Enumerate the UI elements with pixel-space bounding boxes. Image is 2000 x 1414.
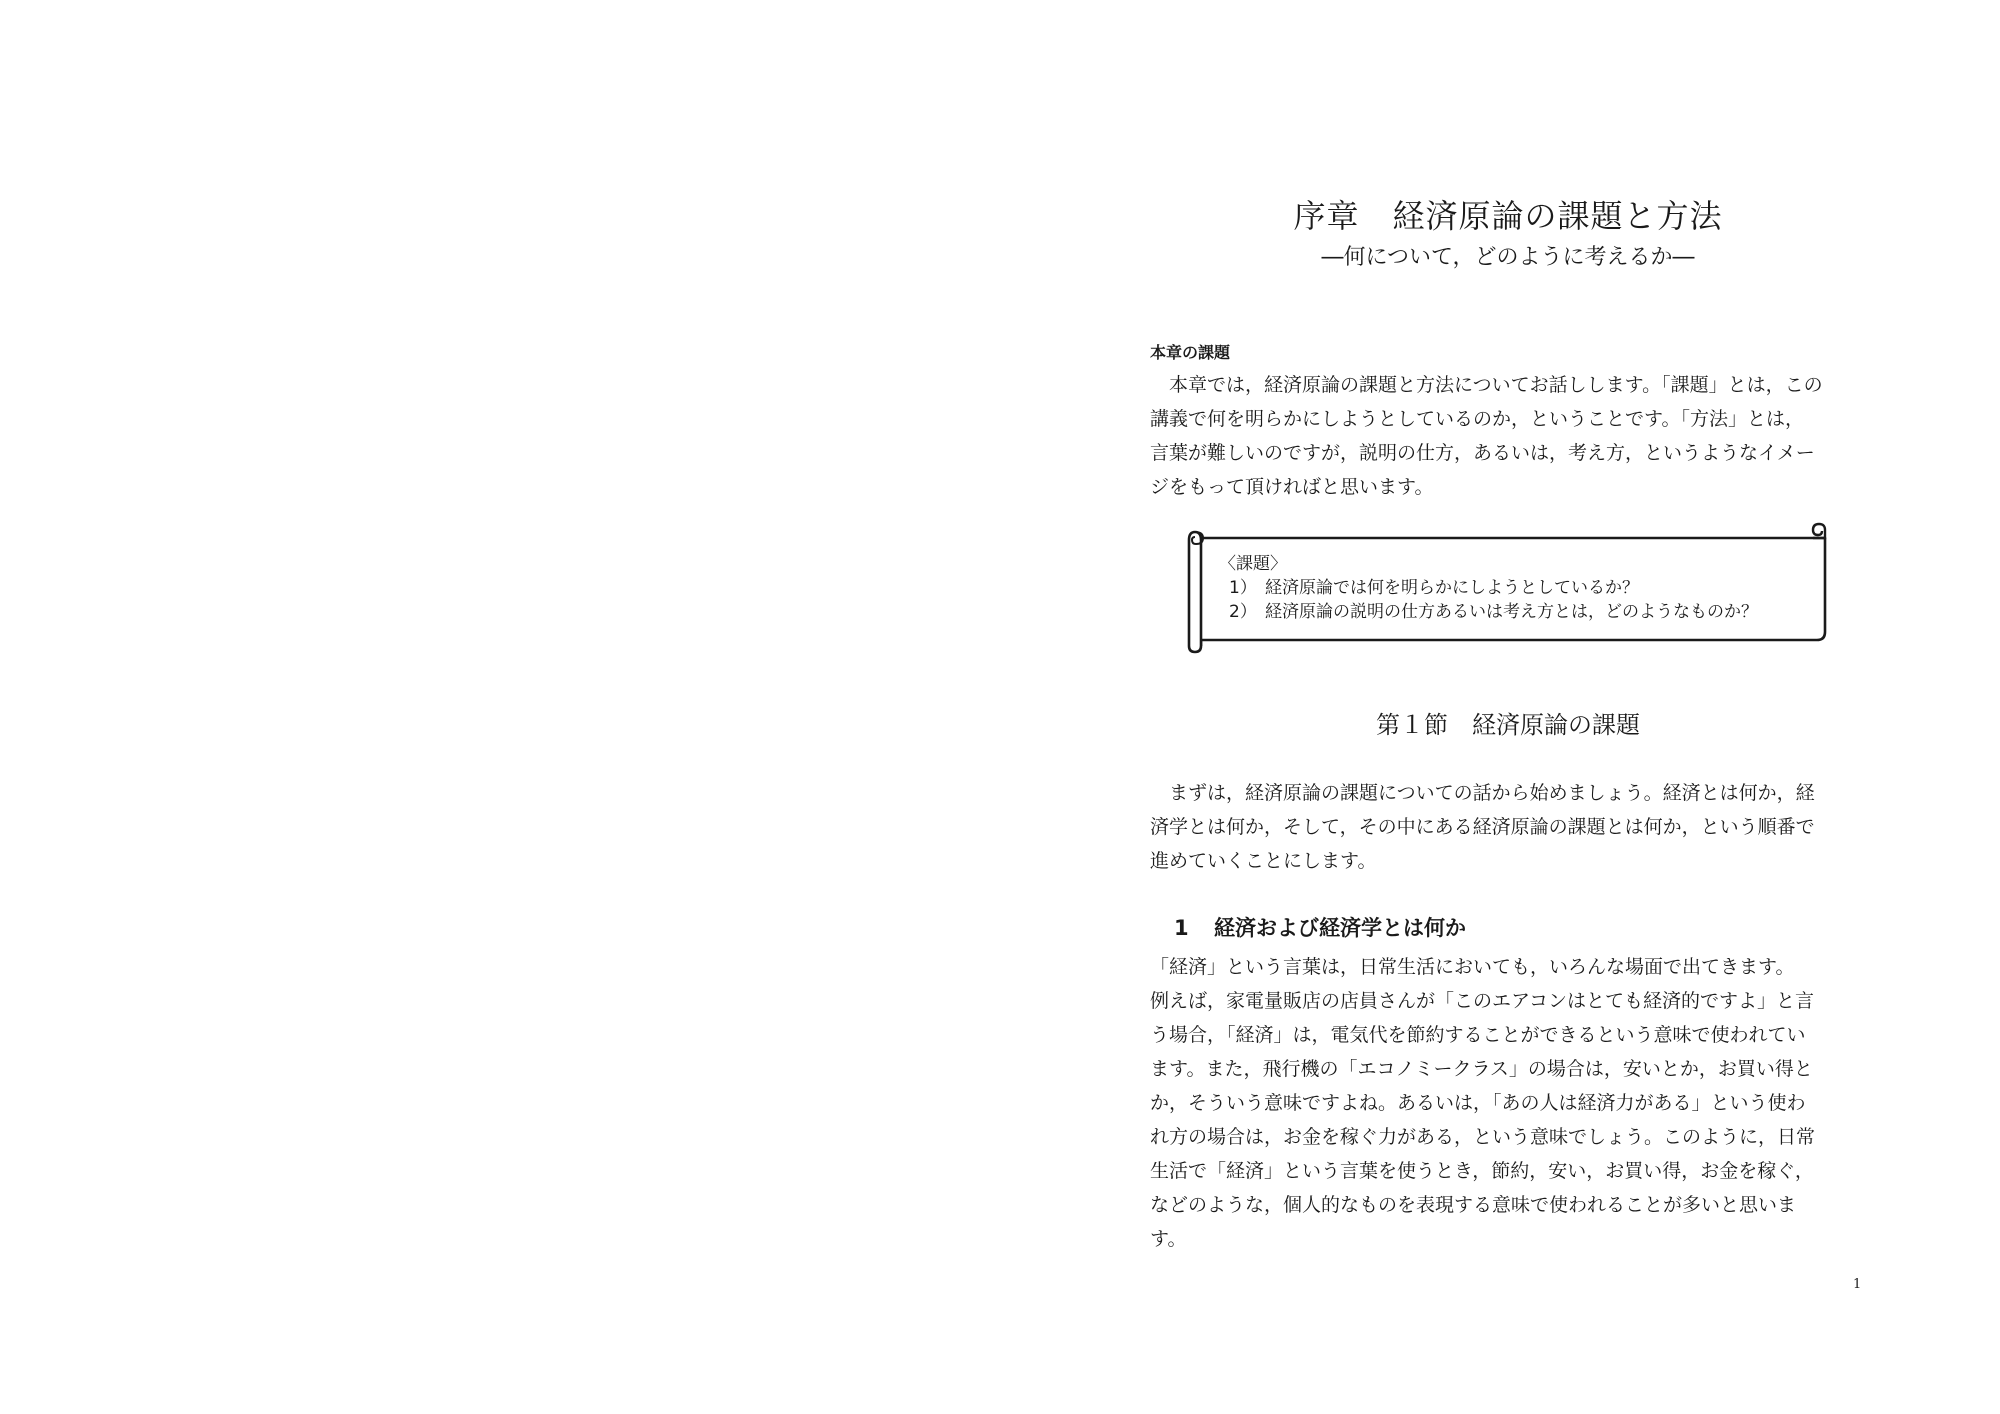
right-page [1150,0,1866,1414]
subsection-number: 1 [1174,916,1189,940]
paragraph-line: か，そういう意味ですよね。あるいは，「あの人は経済力がある」という使わ [1150,1092,1806,1114]
paragraph-line: す。 [1150,1228,1187,1250]
paragraph-line: 例えば，家電量販店の店員さんが「このエアコンはとても経済的ですよ」と言 [1150,990,1815,1012]
section-heading: 第１節 経済原論の課題 [1376,711,1640,739]
paragraph-line: などのような，個人的なものを表現する意味で使われることが多いと思いま [1150,1194,1797,1216]
paragraph-line: 生活で「経済」という言葉を使うとき，節約，安い，お買い得，お金を稼ぐ， [1150,1160,1814,1182]
paragraph-line: 「経済」という言葉は，日常生活においても，いろんな場面で出てきます。 [1150,956,1795,978]
paragraph-line: 講義で何を明らかにしようとしているのか，ということです。「方法」とは， [1150,408,1804,430]
paragraph-line: まずは，経済原論の課題についての話から始めましょう。経済とは何か，経 [1150,782,1815,804]
section-paragraph [1150,776,1866,878]
chapter-subtitle: ―何について，どのように考えるか― [1321,245,1695,270]
task-item-number: 1） [1229,578,1257,598]
task-item-number: 2） [1229,602,1257,622]
paragraph-line: 済学とは何か，そして，その中にある経済原論の課題とは何か，という順番で [1150,816,1815,838]
task-item [1219,600,1758,624]
task-box-content [1219,552,1758,624]
task-item-text: 経済原論では何を明らかにしようとしているか？ [1265,578,1639,598]
paragraph-line: れ方の場合は，お金を稼ぐ力がある，という意味でしょう。このように，日常 [1150,1126,1816,1148]
task-scroll-box [1183,522,1833,654]
paragraph-line: 進めていくことにします。 [1150,850,1377,872]
subsection-paragraph [1150,950,1866,1256]
chapter-title: 序章 経済原論の課題と方法 [1293,197,1723,235]
paragraph-line: う場合，「経済」は，電気代を節約することができるという意味で使われてい [1150,1024,1806,1046]
subsection-title: 経済および経済学とは何か [1214,916,1466,940]
paragraph-line: 言葉が難しいのですが，説明の仕方，あるいは，考え方，というようなイメー [1150,442,1815,464]
task-box-heading: 〈課題〉 [1219,554,1287,574]
paragraph-line: ジをもって頂ければと思います。 [1150,476,1434,498]
paragraph-line: ます。また，飛行機の「エコノミークラス」の場合は，安いとか，お買い得と [1150,1058,1813,1080]
chapter-task-paragraph [1150,368,1866,504]
chapter-task-label: 本章の課題 [1150,343,1231,362]
task-item-text: 経済原論の説明の仕方あるいは考え方とは，どのようなものか？ [1265,602,1758,622]
task-item [1219,576,1758,600]
paragraph-line: 本章では，経済原論の課題と方法についてお話しします。「課題」とは，この [1150,374,1823,396]
page-number: 1 [1853,1277,1862,1292]
subsection-heading [1174,913,1466,943]
